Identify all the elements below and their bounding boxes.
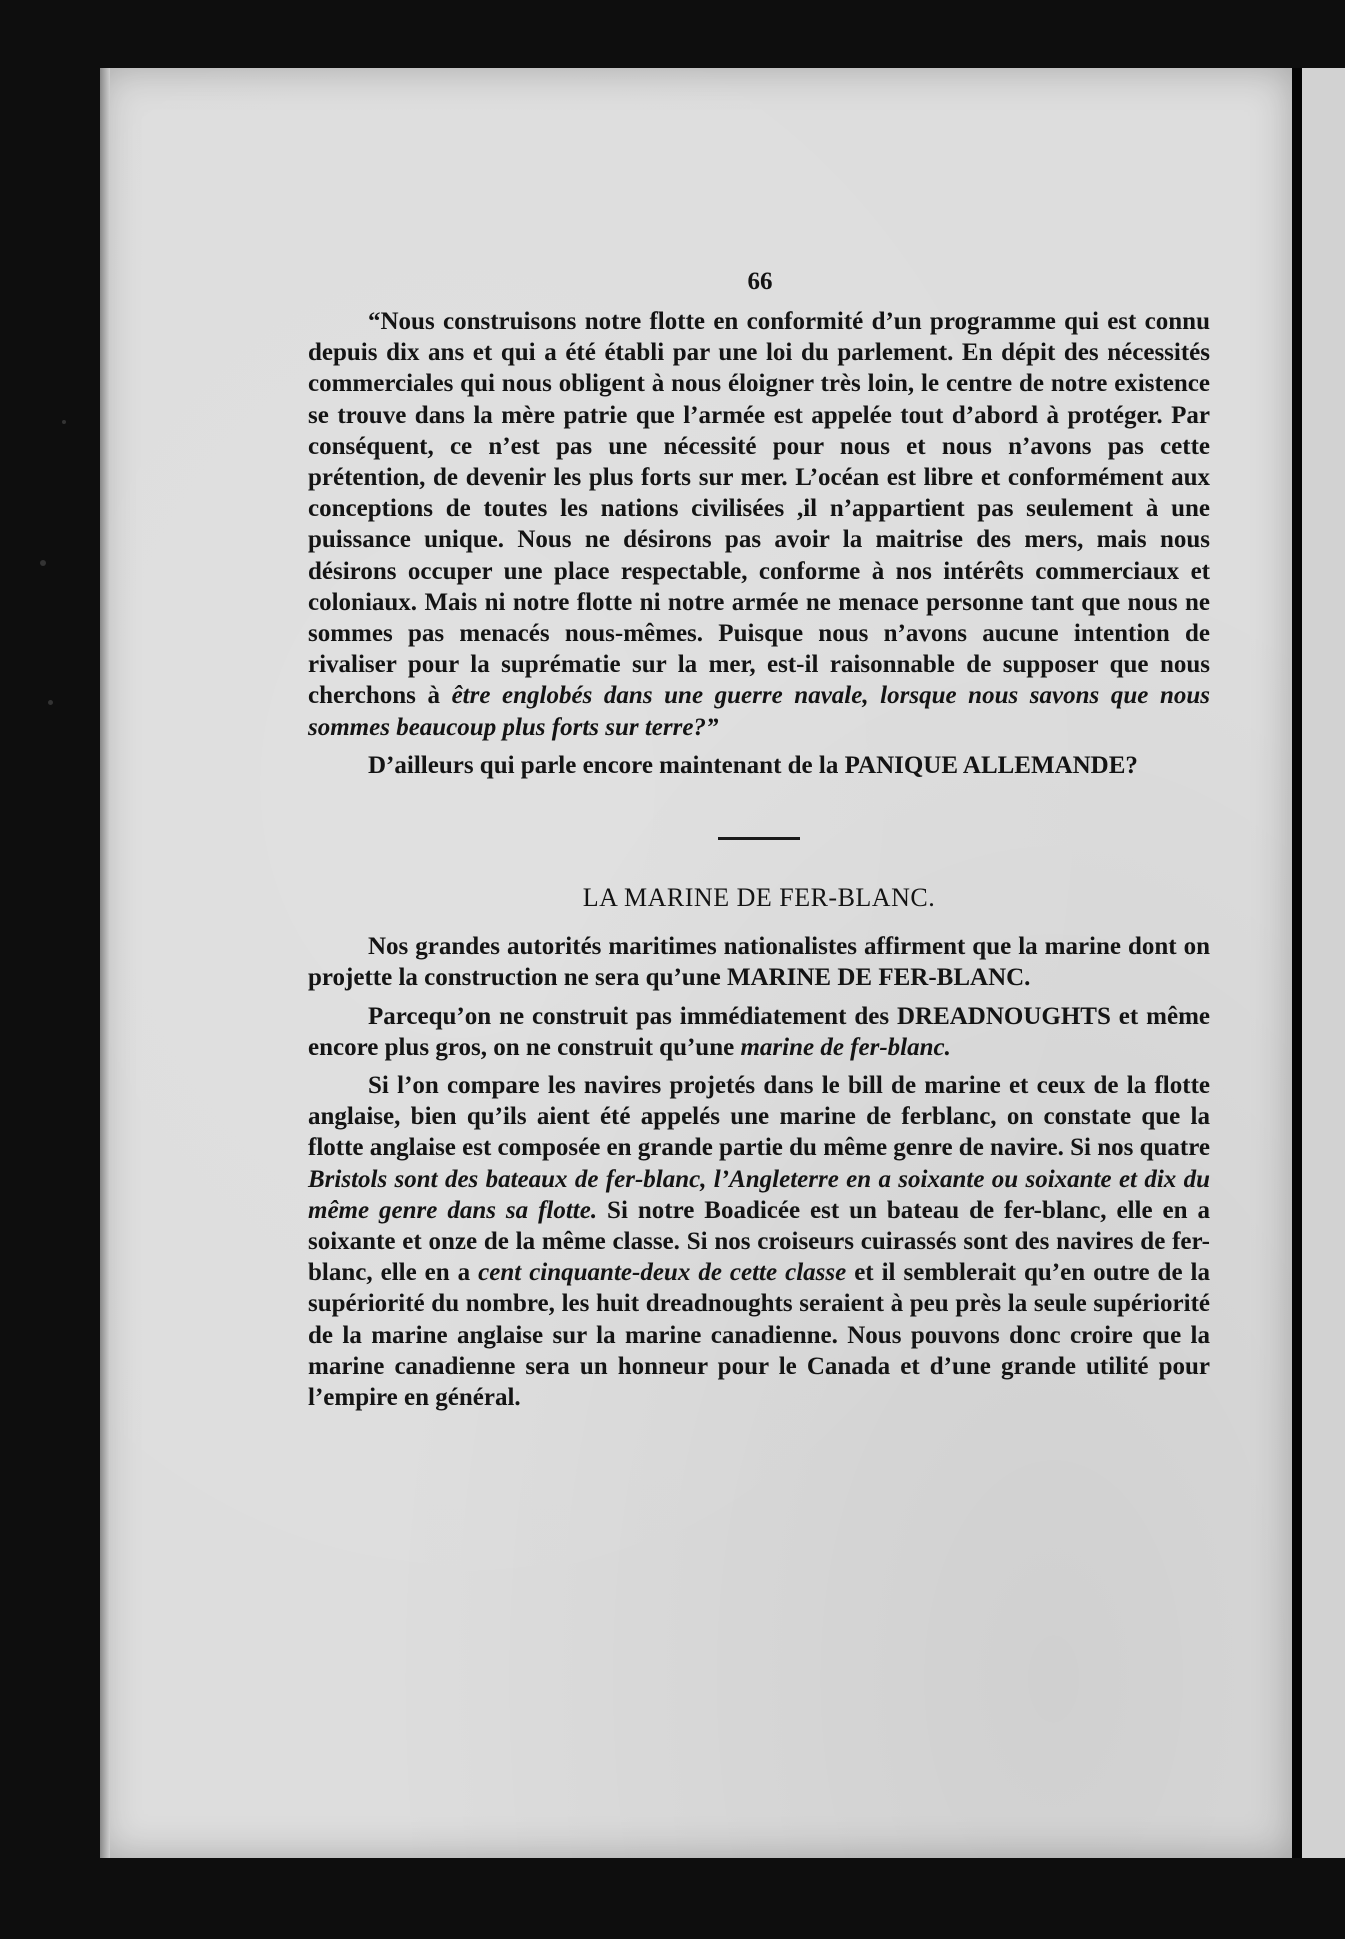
scan-speck <box>48 700 53 705</box>
page-left-edge <box>100 68 110 1858</box>
scan-speck <box>40 560 46 566</box>
adjacent-page-edge <box>1302 68 1345 1858</box>
section-title: LA MARINE DE FER-BLANC. <box>582 883 936 913</box>
page-body <box>308 262 1210 1425</box>
italic-text: marine de fer-blanc. <box>740 1033 951 1061</box>
quote-italic-text: être englobés dans une guerre navale, lorsque nous savons que nous sommes beaucoup plus forts sur terre?” <box>308 682 1210 741</box>
italic-text: Bristols sont des bateaux de fer-blanc, l’Angleterre en a soixante ou soixante et dix du même genre dans sa flotte. <box>308 1165 1210 1224</box>
scan-speck <box>62 420 66 424</box>
section-paragraph: Parcequ’on ne construit pas immédiatement des DREADNOUGHTS et même encore plus gros, on ne construit qu’une marine de fer-blanc. <box>308 1002 1210 1061</box>
italic-text: cent cinquante-deux de cette classe <box>478 1259 847 1287</box>
section-paragraph: Si l’on compare les navires projetés dans le bill de marine et ceux de la flotte anglaise, bien qu’ils aient été appelés une marine de ferblanc, on constate que la flotte anglaise est composée en grande partie du même genre de navire. Si nos quatre Bristols sont des bateaux de fer-blanc, l’Angleterre en a soixante ou soixante et dix du même genre dans sa flotte. Si notre Boadicée est un bateau de fer-blanc, elle en a soixante et onze de la même classe. Si nos croiseurs cuirassés sont des navires de fer-blanc, elle en a cent cinquante-deux de cette classe et il semblerait qu’en outre de la supériorité du nombre, les huit dreadnoughts seraient à peu près la seule supériorité de la marine anglaise sur la marine canadienne. Nous pouvons donc croire que la marine canadienne sera un honneur pour le Canada et d’une grande utilité pour l’empire en général. <box>308 1072 1210 1412</box>
page-number: 66 <box>747 268 773 295</box>
book-spine <box>1292 68 1302 1858</box>
quote-paragraph: “Nous construisons notre flotte en conformité d’un programme qui est connu depuis dix ans et qui a été établi par une loi du parlement. En dépit des nécessités commerciales qui nous obligent à nous éloigner très loin, le centre de notre existence se trouve dans la mère patrie que l’armée est appelée tout d’abord à protéger. Par conséquent, ce n’est pas une nécessité pour nous et nous n’avons pas cette prétention, de devenir les plus forts sur mer. L’océan est libre et conformément aux conceptions de toutes les nations civilisées ,il n’appartient pas seulement à une puissance unique. Nous ne désirons pas avoir la maitrise des mers, mais nous désirons occuper une place respectable, conforme à nos intérêts commerciaux et coloniaux. Mais ni notre flotte ni notre armée ne menace personne tant que nous ne sommes pas menacés nous-mêmes. Puisque nous n’avons aucune intention de rivaliser pour la suprématie sur la mer, est-il raisonnable de supposer que nous cherchons à être englobés dans une guerre navale, lorsque nous savons que nous sommes beaucoup plus forts sur terre?” <box>308 308 1210 741</box>
section-paragraph: Nos grandes autorités maritimes nationalistes affirment que la marine dont on projette la construction ne sera qu’une MARINE DE FER-BLANC. <box>308 933 1210 992</box>
closing-paragraph: D’ailleurs qui parle encore maintenant de la PANIQUE ALLEMANDE? <box>368 751 1138 779</box>
section-divider <box>718 837 800 840</box>
